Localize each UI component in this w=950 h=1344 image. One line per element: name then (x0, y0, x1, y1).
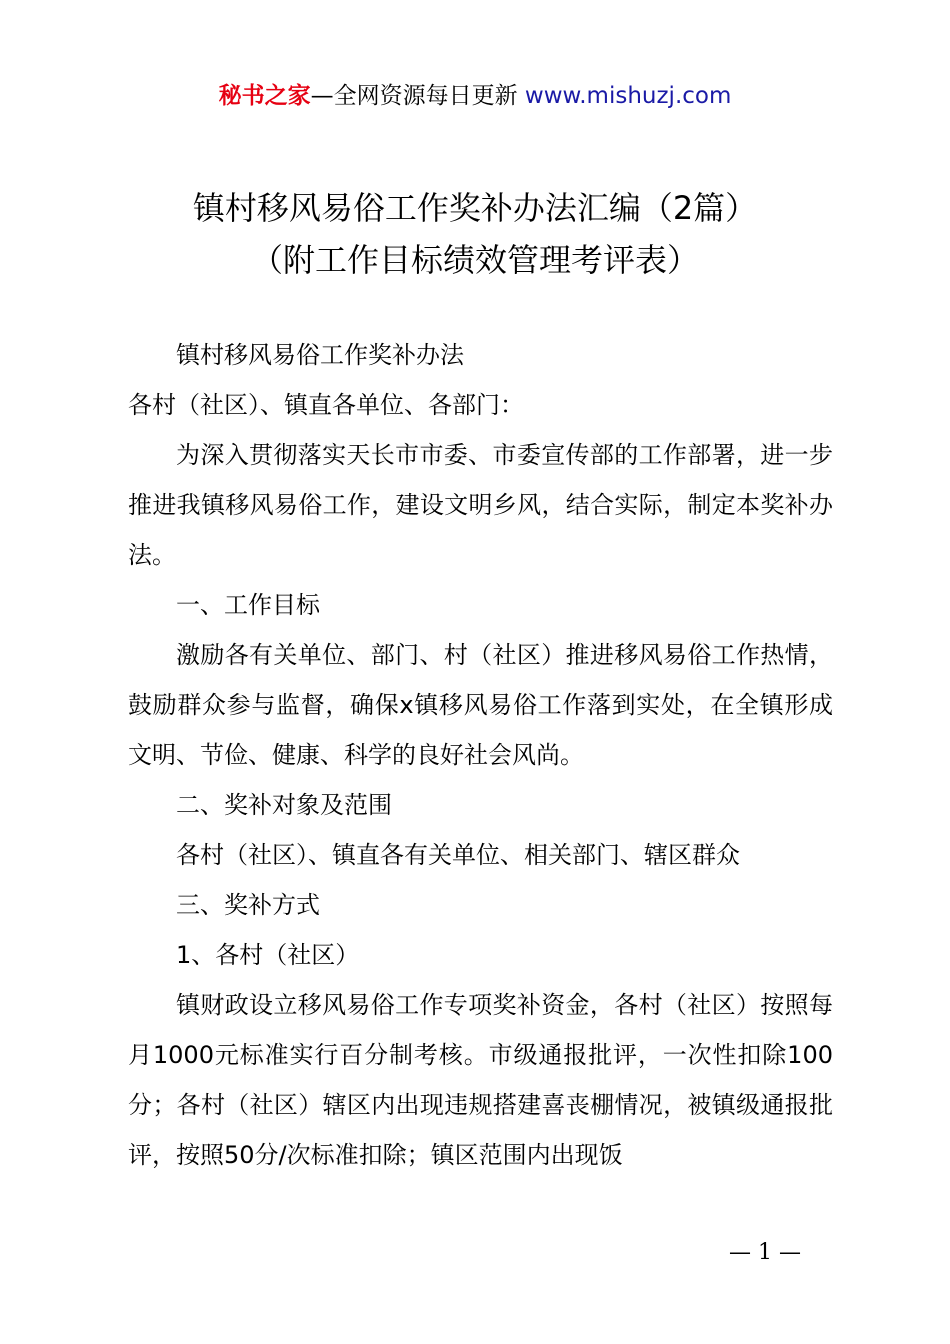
paragraph-goals: 激励各有关单位、部门、村（社区）推进移风易俗工作热情，鼓励群众参与监督，确保x镇移风易俗工作落到实处，在全镇形成文明、节俭、健康、科学的良好社会风尚。 (128, 641, 833, 769)
brand-name: 秘书之家 (218, 83, 311, 109)
document-body (128, 330, 833, 1180)
title-line-1: 镇村移风易俗工作奖补办法汇编（2篇） (192, 189, 758, 227)
subheading-villages: 1、各村（社区） (176, 941, 360, 969)
site-header (0, 80, 950, 112)
header-slogan: —全网资源每日更新 (310, 83, 518, 109)
site-url: www.mishuzj.com (524, 83, 732, 109)
title-line-2: （附工作目标绩效管理考评表） (250, 241, 699, 279)
heading-method: 三、奖补方式 (176, 891, 320, 919)
paragraph-intro: 为深入贯彻落实天长市市委、市委宣传部的工作部署，进一步推进我镇移风易俗工作，建设文明乡风，结合实际，制定本奖补办法。 (128, 441, 833, 569)
salutation: 各村（社区）、镇直各单位、各部门： (128, 391, 524, 419)
paragraph-villages: 镇财政设立移风易俗工作专项奖补资金，各村（社区）按照每月1000元标准实行百分制考核。市级通报批评，一次性扣除100分；各村（社区）辖区内出现违规搭建喜丧棚情况，被镇级通报批评，按照50分/次标准扣除；镇区范围内出现饭 (128, 991, 833, 1169)
section-heading: 镇村移风易俗工作奖补办法 (176, 341, 464, 369)
paragraph-scope: 各村（社区）、镇直各有关单位、相关部门、辖区群众 (176, 841, 740, 869)
page-number: — 1 — (729, 1240, 801, 1265)
heading-goals: 一、工作目标 (176, 591, 320, 619)
heading-scope: 二、奖补对象及范围 (176, 791, 392, 819)
document-title (0, 182, 950, 286)
